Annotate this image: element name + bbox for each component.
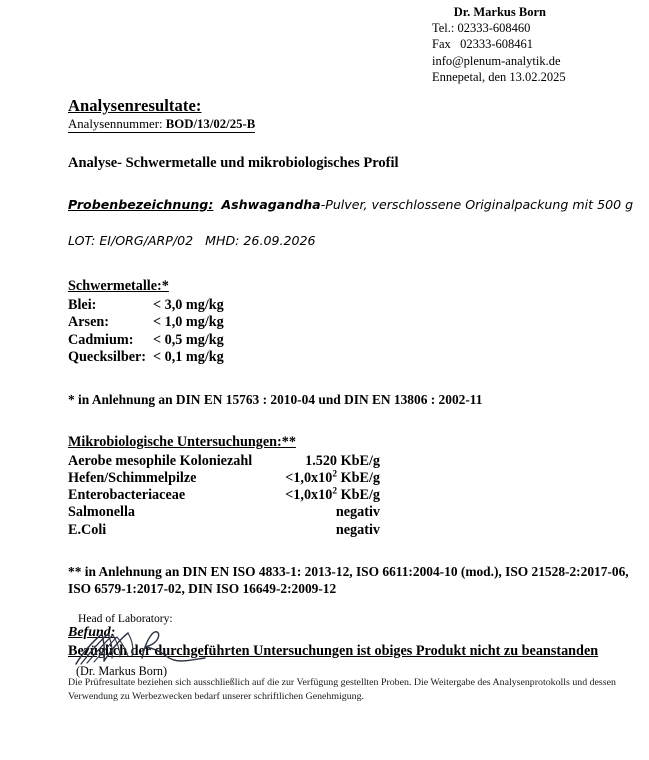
analysis-number-label: Analysennummer: (68, 117, 166, 131)
sample-designation-label: Probenbezeichnung: (68, 197, 214, 212)
place-and-date: Ennepetal, den 13.02.2025 (432, 69, 566, 84)
analyte-name: Arsen: (68, 314, 109, 331)
value-unit: KbE/g (337, 469, 380, 486)
table-row (68, 453, 380, 470)
table-row (68, 504, 380, 521)
analysis-number-line (68, 116, 255, 133)
analyte-value (274, 453, 380, 470)
heavy-metals-table (68, 297, 224, 366)
microbiology-section (68, 433, 634, 539)
analyte-value: < 3,0 mg/kg (153, 297, 224, 313)
heavy-metals-heading: Schwermetalle:* (68, 278, 169, 294)
value-text: <1,0x10 (285, 487, 333, 504)
microbiology-tbody (68, 453, 380, 539)
signatory-name: (Dr. Markus Born) (76, 664, 168, 678)
lab-fax: Fax 02333-608461 (432, 37, 534, 52)
value-text: <1,0x10 (285, 469, 333, 486)
conclusion-heading: Befund: (68, 624, 116, 640)
lot-and-bbd-line: LOT: EI/ORG/ARP/02 MHD: 26.09.2026 (68, 233, 316, 248)
analyte-name: Salmonella (68, 504, 136, 521)
page-title: Analysenresultate: (68, 96, 202, 115)
table-row (68, 297, 224, 314)
value-unit: KbE/g (337, 487, 380, 504)
table-row (68, 314, 224, 331)
lab-contact-name: Dr. Markus Born (453, 5, 546, 19)
analyte-value: < 1,0 mg/kg (153, 314, 224, 331)
heavy-metals-footnote: * in Anlehnung an DIN EN 15763 : 2010-04 und DIN EN 13806 : 2002-11 (68, 392, 483, 408)
analysis-number-value: BOD/13/02/25-B (165, 117, 256, 131)
table-row (68, 332, 224, 349)
letterhead (432, 4, 566, 85)
table-row (68, 470, 380, 487)
analyte-name: Quecksilber: (68, 348, 147, 365)
analyte-name: Aerobe mesophile Koloniezahl (68, 452, 253, 469)
lab-phone: Tel.: 02333-608460 (432, 21, 531, 36)
report-body (68, 96, 634, 660)
analyte-value (274, 487, 380, 504)
legal-disclaimer: Die Prüfresultate beziehen sich ausschließlich auf die zur Verfügung gestellten Proben. Die Weitergabe des Analysenprotokolls und dessen Verwendung zu Werbezwecken bedarf unserer schriftlichen Genehmigung. (68, 677, 616, 702)
microbiology-table (68, 453, 380, 539)
microbiology-heading: Mikrobiologische Untersuchungen:** (68, 433, 296, 450)
sample-name: Ashwagandha (221, 197, 321, 212)
analyte-value: < 0,1 mg/kg (153, 348, 224, 365)
report-subtitle: Analyse- Schwermetalle und mikrobiologisches Profil (68, 155, 399, 171)
conclusion-text: Bezüglich der durchgeführten Untersuchungen ist obiges Produkt nicht zu beanstanden (68, 642, 599, 659)
value-exponent: 2 (332, 486, 338, 497)
table-row (68, 487, 380, 504)
signature-image (72, 628, 302, 670)
microbiology-footnote: ** in Anlehnung an DIN EN ISO 4833-1: 2013-12, ISO 6611:2004-10 (mod.), ISO 21528-2:2017-06, ISO 6579-1:2017-02, DIN ISO 16649-2:2009-12 (68, 564, 629, 597)
analyte-name: Hefen/Schimmelpilze (68, 469, 197, 486)
lab-email: info@plenum-analytik.de (432, 53, 561, 68)
analyte-value (274, 522, 380, 539)
sample-designation-line (68, 196, 634, 214)
analyte-name: E.Coli (68, 521, 107, 538)
sample-description: -Pulver, verschlossene Originalpackung mit 500 g (320, 197, 634, 212)
table-row (68, 349, 224, 366)
table-row (68, 522, 380, 539)
value-text: 1.520 KbE/g (305, 452, 380, 469)
analyte-name: Cadmium: (68, 331, 134, 348)
analyte-name: Enterobacteriaceae (68, 487, 186, 504)
handwritten-signature-icon (72, 628, 302, 670)
value-text: negativ (335, 504, 380, 521)
value-exponent: 2 (332, 469, 338, 480)
analyte-value (274, 470, 380, 487)
signature-block (78, 612, 378, 678)
heavy-metals-tbody (68, 297, 224, 366)
analyte-value: < 0,5 mg/kg (153, 331, 224, 348)
value-text: negativ (335, 521, 380, 538)
signature-label: Head of Laboratory: (78, 612, 173, 625)
analyte-name: Blei: (68, 297, 97, 313)
analyte-value (274, 504, 380, 521)
